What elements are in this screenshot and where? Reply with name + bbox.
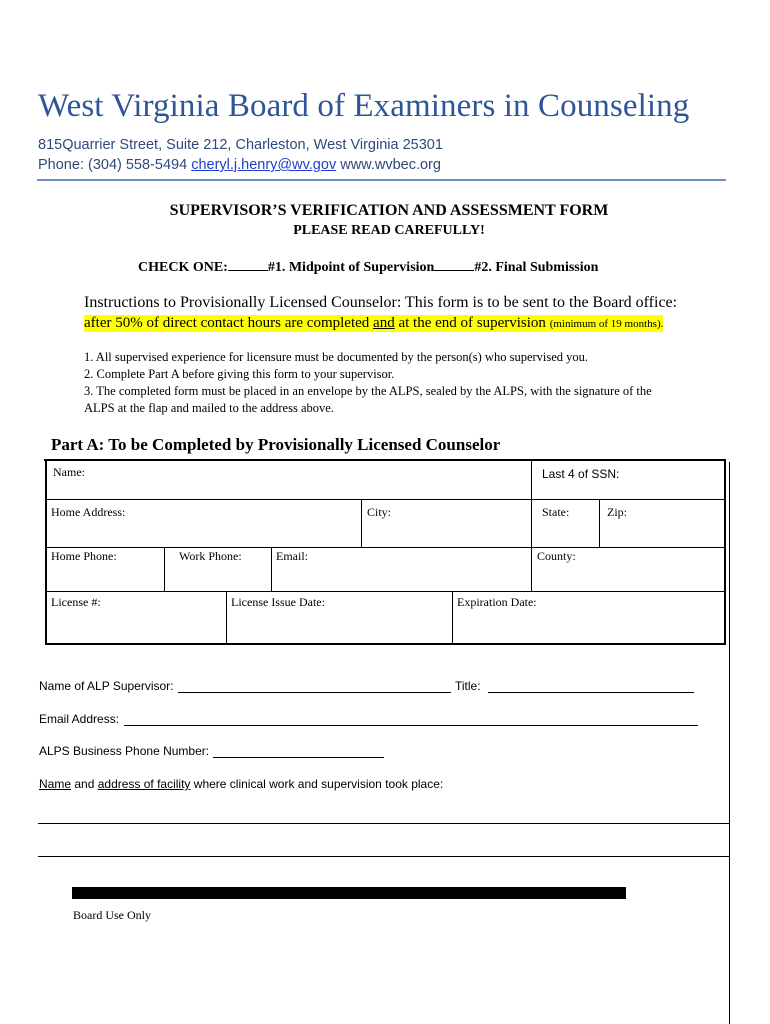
email-address-input[interactable] [124,724,698,726]
facility-label [39,777,443,791]
check-one-label: CHECK ONE: [138,260,228,275]
table-col-divider [531,547,532,591]
facility-rest: where clinical work and supervision took place: [190,777,444,791]
business-phone-input[interactable] [213,756,384,758]
title-label: Title: [455,679,481,693]
table-row-divider [46,547,726,548]
table-left-border [45,459,47,645]
facility-and: and [71,777,98,791]
zip-field[interactable]: Zip: [607,505,627,519]
facility-address-label: address of facility [97,777,191,791]
county-field[interactable]: County: [537,549,576,563]
instructions-and: and [373,315,395,331]
table-col-divider [452,591,453,644]
table-col-divider [599,499,600,547]
instruction-item: 3. The completed form must be placed in an envelope by the ALPS, sealed by the ALPS, with the signature of the [84,384,652,398]
table-row-divider [46,499,726,500]
name-field[interactable]: Name: [53,465,85,479]
table-right-border [724,459,726,645]
title-input[interactable] [488,691,694,693]
email-field[interactable]: Email: [276,549,308,563]
table-top-border [44,459,726,461]
alp-supervisor-input[interactable] [178,691,451,693]
table-row-divider [46,591,726,592]
table-col-divider [531,460,532,500]
state-field[interactable]: State: [542,505,570,519]
instructions-heading: Instructions to Provisionally Licensed Counselor: This form is to be sent to the Board office: [84,294,678,311]
expiration-date-field[interactable]: Expiration Date: [457,595,537,609]
board-use-label: Board Use Only [73,908,151,922]
table-col-divider [226,591,227,644]
form-title: SUPERVISOR’S VERIFICATION AND ASSESSMENT FORM [169,202,609,219]
final-option-label: #2. Final Submission [474,260,599,275]
business-phone-label: ALPS Business Phone Number: [39,744,210,758]
city-field[interactable]: City: [367,505,392,519]
org-title: West Virginia Board of Examiners in Counseling [38,88,690,124]
instructions-note: (minimum of 19 months). [549,318,664,330]
midpoint-option-label: #1. Midpoint of Supervision [267,260,435,275]
table-col-divider [361,499,362,547]
form-subtitle: PLEASE READ CAREFULLY! [293,223,485,238]
instruction-item: ALPS at the flap and mailed to the address above. [84,401,334,415]
board-use-bar [72,887,626,899]
email-link[interactable]: cheryl.j.henry@wv.gov [191,157,337,173]
instruction-item: 2. Complete Part A before giving this form to your supervisor. [84,367,395,381]
instruction-item: 1. All supervised experience for licensure must be documented by the person(s) who supervised you. [84,350,589,364]
org-phone: Phone: (304) 558-5494 [38,157,188,173]
instructions-part-a: after 50% of direct contact hours are completed [84,315,374,331]
license-issue-date-field[interactable]: License Issue Date: [231,595,325,609]
ssn-field[interactable]: Last 4 of SSN: [542,467,620,481]
page-right-rule [729,462,730,1024]
facility-name-label: Name [39,777,72,791]
org-address: 815Quarrier Street, Suite 212, Charleston, West Virginia 25301 [38,137,443,153]
part-a-title: Part A: To be Completed by Provisionally Licensed Counselor [51,435,501,454]
email-address-label: Email Address: [39,712,120,726]
facility-input-line-2[interactable] [38,856,729,857]
work-phone-field[interactable]: Work Phone: [179,549,242,563]
instructions-part-b: at the end of supervision [394,315,550,331]
home-phone-field[interactable]: Home Phone: [51,549,117,563]
license-number-field[interactable]: License #: [51,595,101,609]
table-col-divider [271,547,272,591]
home-address-field[interactable]: Home Address: [51,505,126,519]
website-link[interactable]: www.wvbec.org [340,157,441,173]
facility-input-line-1[interactable] [38,823,729,824]
alp-supervisor-label: Name of ALP Supervisor: [39,679,174,693]
table-bottom-border [46,643,726,645]
table-col-divider [531,499,532,547]
table-col-divider [164,547,165,591]
